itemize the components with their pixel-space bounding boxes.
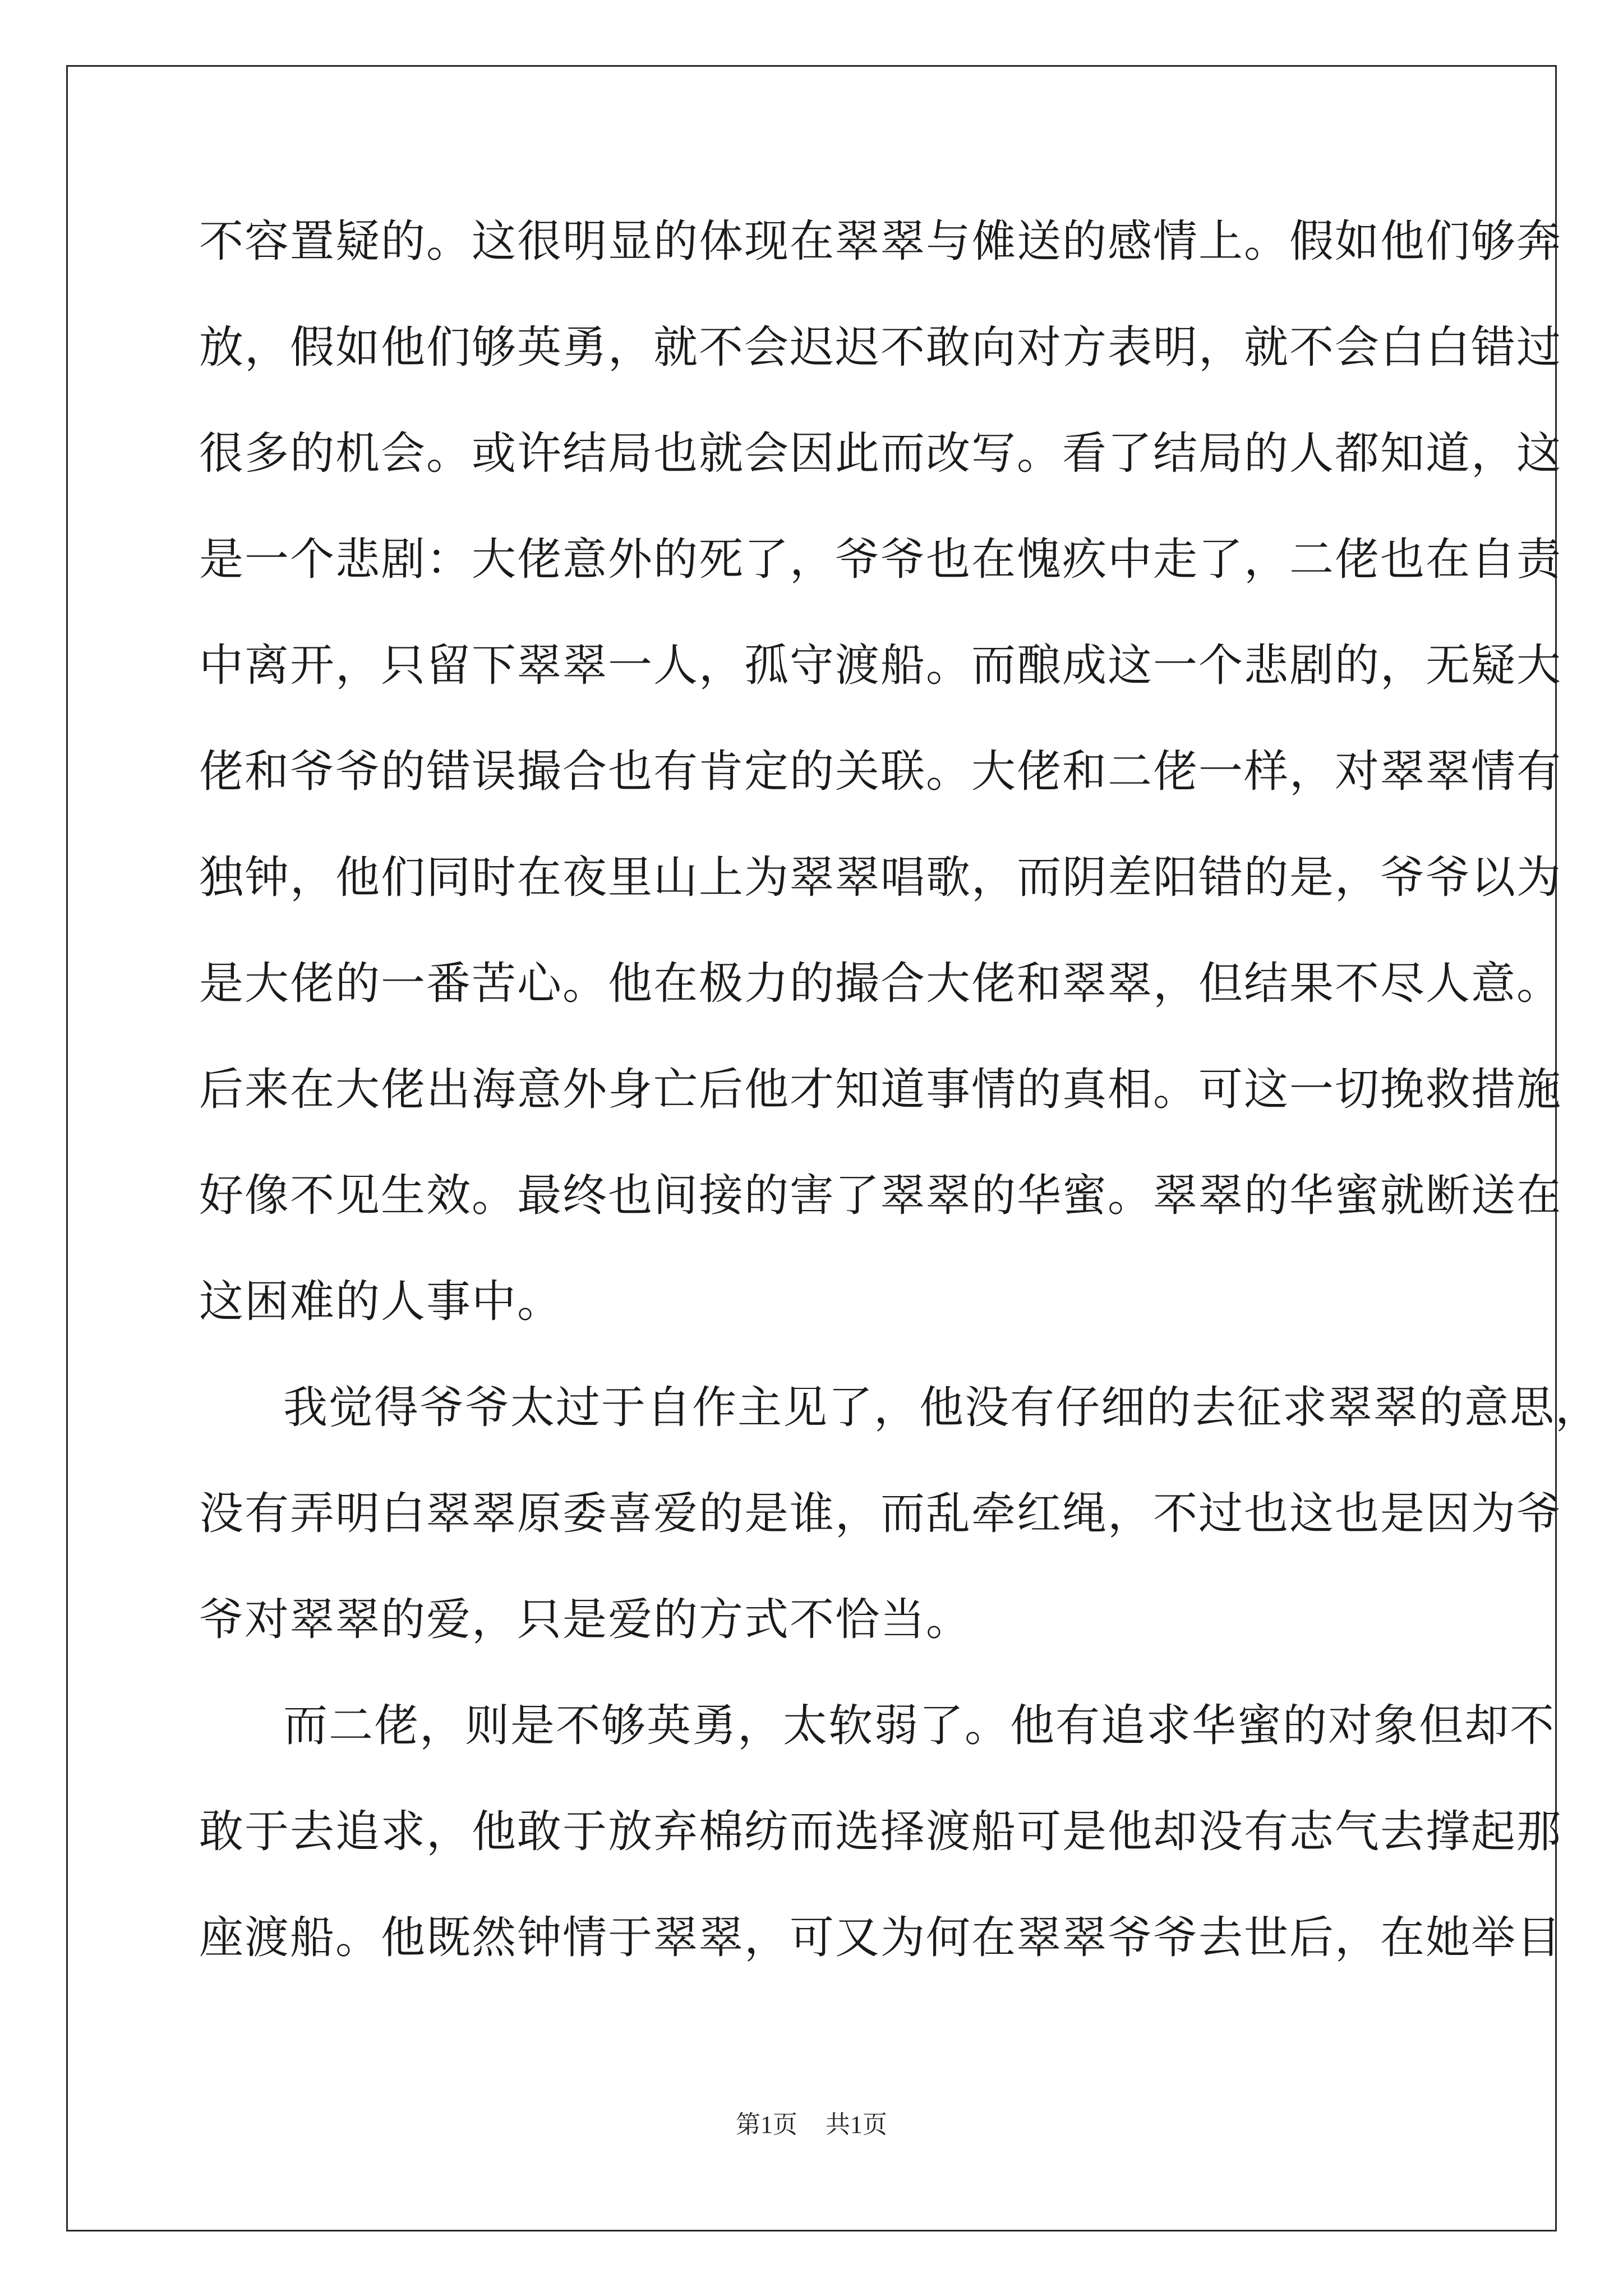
page-number: 第1页: [736, 2111, 797, 2138]
text-line: 不容置疑的。这很明显的体现在翠翠与傩送的感情上。假如他们够奔: [199, 215, 1562, 267]
text-line: 是大佬的一番苦心。他在极力的撮合大佬和翠翠，但结果不尽人意。: [199, 958, 1562, 1009]
text-line: 爷对翠翠的爱，只是爱的方式不恰当。: [199, 1594, 971, 1645]
text-line: 敢于去追求，他敢于放弃棉纺而选择渡船可是他却没有志气去撑起那: [199, 1806, 1562, 1857]
paragraph-first-line: 我觉得爷爷太过于自作主见了，他没有仔细的去征求翠翠的意思，: [283, 1382, 1601, 1433]
text-line: 是一个悲剧：大佬意外的死了，爷爷也在愧疚中走了，二佬也在自责: [199, 533, 1562, 585]
text-line: 座渡船。他既然钟情于翠翠，可又为何在翠翠爷爷去世后，在她举目: [199, 1912, 1562, 1963]
text-line: 佬和爷爷的错误撮合也有肯定的关联。大佬和二佬一样，对翠翠情有: [199, 746, 1562, 797]
document-body: [199, 214, 1601, 2017]
text-line: 很多的机会。或许结局也就会因此而改写。看了结局的人都知道，这: [199, 427, 1562, 479]
text-line: 后来在大佬出海意外身亡后他才知道事情的真相。可这一切挽救措施: [199, 1064, 1562, 1115]
text-line: 放，假如他们够英勇，就不会迟迟不敢向对方表明，就不会白白错过: [199, 321, 1562, 373]
paragraph-first-line: 而二佬，则是不够英勇，太软弱了。他有追求华蜜的对象但却不: [283, 1700, 1555, 1751]
text-line: 好像不见生效。最终也间接的害了翠翠的华蜜。翠翠的华蜜就断送在: [199, 1170, 1562, 1221]
text-line: 中离开，只留下翠翠一人，孤守渡船。而酿成这一个悲剧的，无疑大: [199, 639, 1562, 691]
page-total: 共1页: [826, 2111, 887, 2138]
page-footer: [0, 2108, 1623, 2142]
text-line: 独钟，他们同时在夜里山上为翠翠唱歌，而阴差阳错的是，爷爷以为: [199, 852, 1562, 903]
text-line: 这困难的人事中。: [199, 1276, 562, 1327]
text-line: 没有弄明白翠翠原委喜爱的是谁，而乱牵红绳，不过也这也是因为爷: [199, 1488, 1562, 1539]
